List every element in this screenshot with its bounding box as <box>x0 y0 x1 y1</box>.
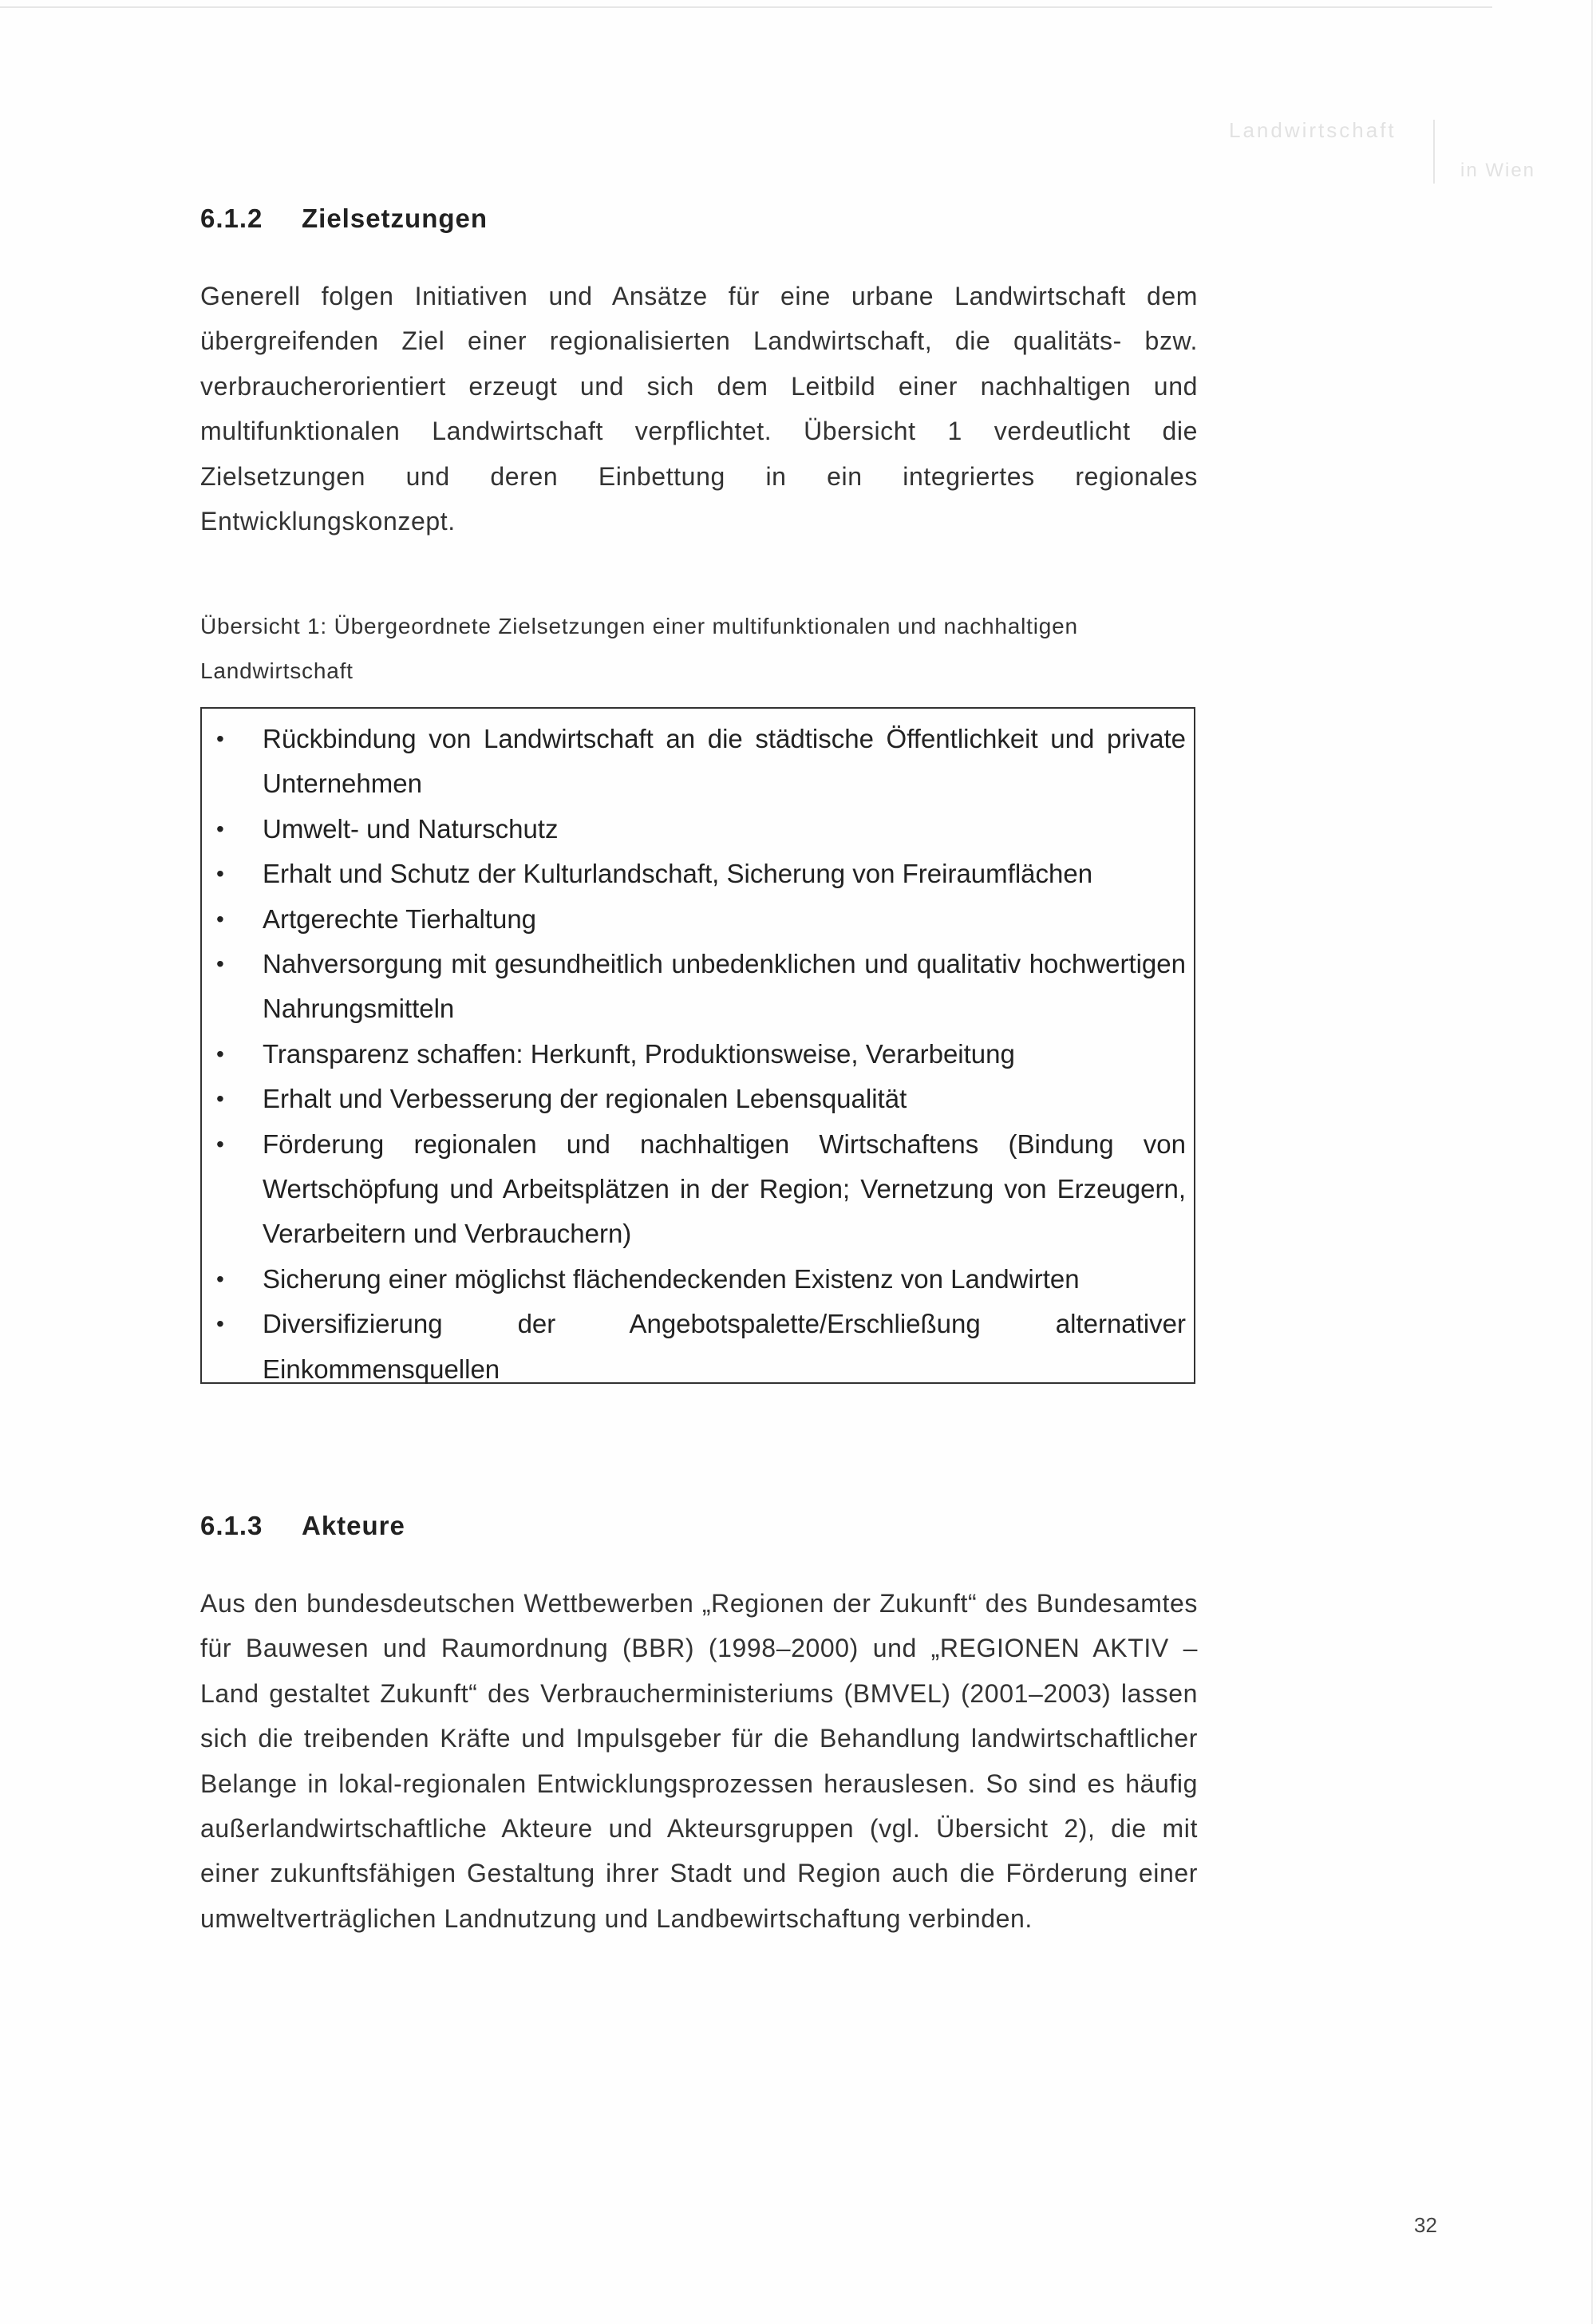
goal-text: Sicherung einer möglichst flächendeckenden Existenz von Landwirten <box>263 1263 1080 1294</box>
goal-text: Artgerechte Tierhaltung <box>263 903 537 934</box>
section-heading-zielsetzungen <box>200 204 488 234</box>
overview-box <box>200 707 1195 1384</box>
bullet-icon: • <box>216 1131 224 1156</box>
goal-text: Erhalt und Verbesserung der regionalen Lebensqualität <box>263 1084 907 1114</box>
goal-list-item <box>202 1122 1194 1257</box>
goal-text: Diversifizierung der Angebotspalette/Erschließung alternativer Einkommensquellen <box>263 1309 1186 1384</box>
section-number: 6.1.3 <box>200 1511 263 1540</box>
page-number: 32 <box>1414 2213 1437 2237</box>
header-divider <box>1433 120 1435 184</box>
faint-running-header-sub: in Wien <box>1460 160 1536 181</box>
goal-list-item <box>202 897 1194 942</box>
goal-text: Rückbindung von Landwirtschaft an die städtische Öffentlichkeit und private Unternehmen <box>263 724 1186 799</box>
goal-list-item <box>202 942 1194 1032</box>
goal-text: Erhalt und Schutz der Kulturlandschaft, Sicherung von Freiraumflächen <box>263 859 1093 889</box>
paragraph-akteure: Aus den bundesdeutschen Wettbewerben „Regionen der Zukunft“ des Bundesamtes für Bauwesen und Raumordnung (BBR) (1998–2000) und „REGIONEN AKTIV – Land gestaltet Zukunft“ des Verbraucherministeriums (BMVEL) (2001–2003) lassen sich die treibenden Kräfte und Impulsgeber für die Behandlung landwirtschaftlicher Belange in lokal-regionalen Entwicklungsprozessen herauslesen. So sind es häufig außerlandwirtschaftliche Akteure und Akteursgruppen (vgl. Übersicht 2), die mit einer zukunftsfähigen Gestaltung ihrer Stadt und Region auch die Förderung einer umweltverträglichen Landnutzung und Landbewirtschaftung verbinden. <box>200 1589 1198 1933</box>
section-title: Akteure <box>302 1511 405 1540</box>
faint-running-header: Landwirtschaft <box>1229 118 1396 142</box>
goal-list-item <box>202 717 1194 807</box>
section-title: Zielsetzungen <box>302 204 488 233</box>
goal-list-item <box>202 1032 1194 1077</box>
bullet-icon: • <box>216 861 224 887</box>
section-heading-akteure <box>200 1511 405 1541</box>
page-edge <box>1591 0 1593 2324</box>
bullet-icon: • <box>216 726 224 751</box>
bullet-icon: • <box>216 906 224 931</box>
bullet-icon: • <box>216 1041 224 1066</box>
goal-list <box>202 717 1194 1392</box>
paragraph-zielsetzungen: Generell folgen Initiativen und Ansätze für eine urbane Landwirtschaft dem übergreifenden Ziel einer regionalisierten Landwirtschaft, die qualitäts- bzw. verbraucherorientiert erzeugt und sich dem Leitbild einer nachhaltigen und multifunktionalen Landwirtschaft verpflichtet. Übersicht 1 verdeutlicht die Zielsetzungen und deren Einbettung in ein integriertes regionales Entwicklungskonzept. <box>200 282 1198 536</box>
goal-text: Transparenz schaffen: Herkunft, Produktionsweise, Verarbeitung <box>263 1038 1015 1069</box>
goal-list-item <box>202 1257 1194 1302</box>
bullet-icon: • <box>216 816 224 841</box>
bullet-icon: • <box>216 1311 224 1337</box>
goal-list-item <box>202 807 1194 852</box>
goal-list-item <box>202 1077 1194 1121</box>
goal-text: Förderung regionalen und nachhaltigen Wirtschaftens (Bindung von Wertschöpfung und Arbeitsplätzen in der Region; Vernetzung von Erzeugern, Verarbeitern und Verbrauchern) <box>263 1128 1186 1249</box>
bullet-icon: • <box>216 951 224 977</box>
goal-list-item <box>202 1302 1194 1392</box>
bullet-icon: • <box>216 1086 224 1112</box>
goal-list-item <box>202 852 1194 896</box>
overview-caption: Übersicht 1: Übergeordnete Zielsetzungen einer multifunktionalen und nachhaltigen Landwirtschaft <box>200 614 1078 683</box>
goal-text: Umwelt- und Naturschutz <box>263 813 559 844</box>
goal-text: Nahversorgung mit gesundheitlich unbedenklichen und qualitativ hochwertigen Nahrungsmitteln <box>263 949 1186 1024</box>
top-rule <box>0 6 1492 8</box>
bullet-icon: • <box>216 1266 224 1291</box>
section-number: 6.1.2 <box>200 204 263 233</box>
